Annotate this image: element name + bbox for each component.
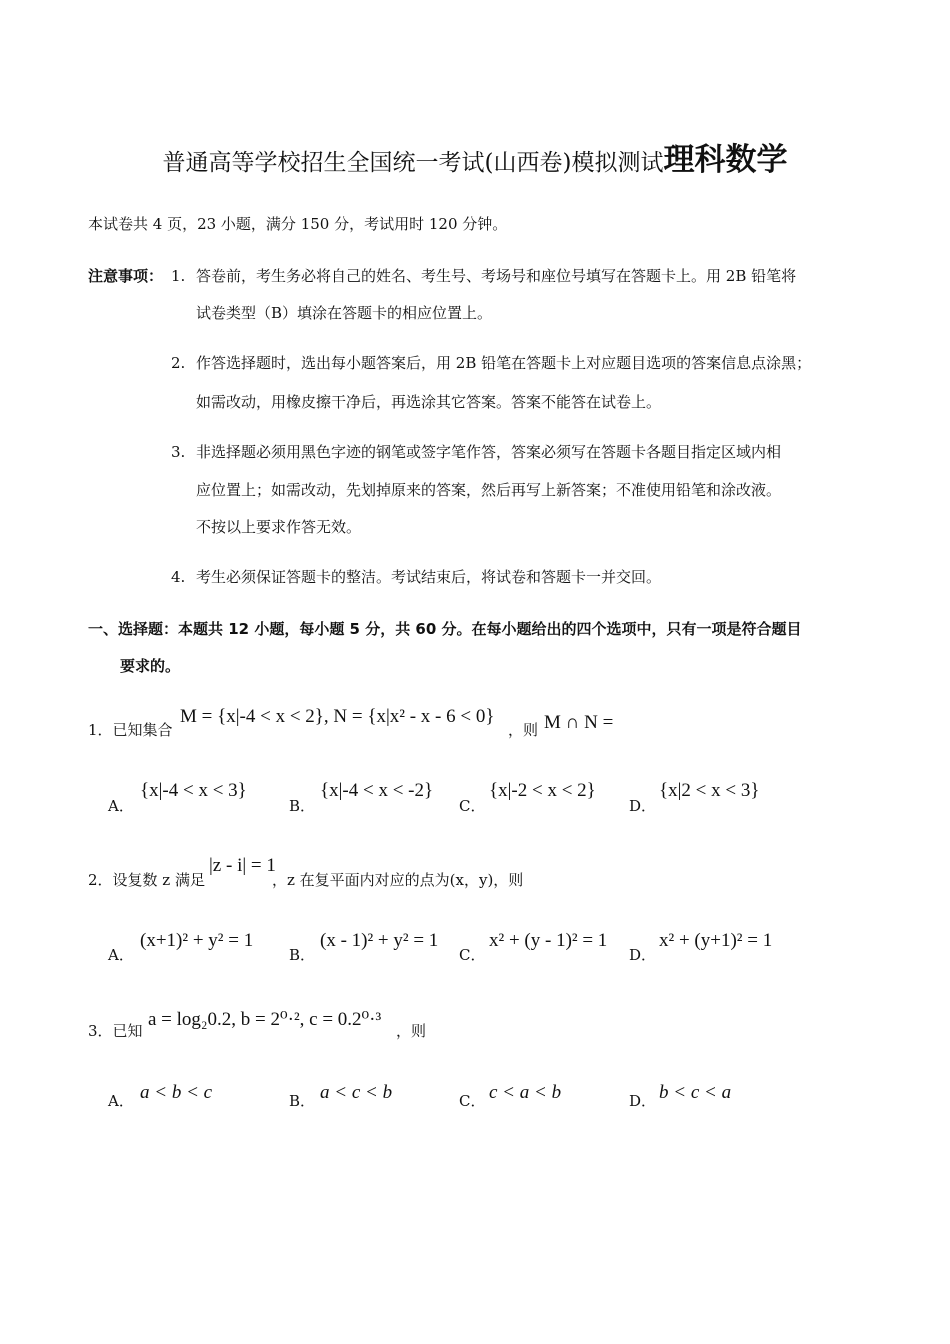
q1-math2: M ∩ N = [544, 712, 614, 733]
note-3-line-2: 应位置上；如需改动，先划掉原来的答案，然后再写上新答案；不准使用铅笔和涂改液。 [196, 481, 782, 499]
section-heading-line-2: 要求的。 [120, 657, 181, 675]
q2-option-d: x² + (y+1)² = 1 [659, 930, 773, 951]
q2-option-a-label: A． [108, 946, 134, 964]
q3-option-b: a < c < b [320, 1082, 393, 1103]
q3-option-a: a < b < c [140, 1082, 213, 1103]
q2-option-b-label: B． [289, 946, 316, 964]
note-1-line-2: 试卷类型（B）填涂在答题卡的相应位置上。 [196, 304, 493, 322]
note-1-line-1: 答卷前，考生务必将自己的姓名、考生号、考场号和座位号填写在答题卡上。用 2B 铅笔将 [196, 267, 797, 285]
subject-title: 理科数学 [663, 142, 788, 178]
q3-option-a-label: A． [108, 1092, 134, 1110]
q1-option-c: {x|‑2 < x < 2} [489, 780, 596, 801]
q2-option-b: (x ‑ 1)² + y² = 1 [320, 930, 439, 951]
q1-option-d: {x|2 < x < 3} [659, 780, 760, 801]
exam-intro: 本试卷共 4 页，23 小题，满分 150 分，考试用时 120 分钟。 [88, 215, 508, 233]
exam-title: 普通高等学校招生全国统一考试(山西卷)模拟测试 [162, 150, 664, 176]
q1-suffix: ，则 [508, 721, 539, 739]
page-title [0, 134, 950, 179]
q2-option-c: x² + (y ‑ 1)² = 1 [489, 930, 608, 951]
q3-math: a = log₂0.2, b = 2⁰·², c = 0.2⁰·³ [148, 1009, 382, 1030]
q1-option-b: {x|‑4 < x < ‑2} [320, 780, 434, 801]
note-1-num: 1. [171, 267, 186, 285]
q1-option-a: {x|‑4 < x < 3} [140, 780, 247, 801]
q3-prefix: 3．已知 [88, 1022, 143, 1040]
q1-option-a-label: A． [108, 797, 134, 815]
q3-option-d: b < c < a [659, 1082, 732, 1103]
note-2-line-2: 如需改动，用橡皮擦干净后，再选涂其它答案。答案不能答在试卷上。 [196, 393, 662, 411]
note-2-num: 2. [171, 354, 186, 372]
section-heading-line-1: 一、选择题：本题共 12 小题，每小题 5 分，共 60 分。在每小题给出的四个选项中，只有一项是符合题目 [88, 620, 802, 638]
q3-option-b-label: B． [289, 1092, 316, 1110]
q3-suffix: ，则 [396, 1022, 427, 1040]
q2-option-d-label: D． [629, 946, 657, 964]
q3-option-c: c < a < b [489, 1082, 562, 1103]
q1-math: M = {x|‑4 < x < 2}, N = {x|x² ‑ x ‑ 6 < 0} [180, 706, 495, 727]
notes-label: 注意事项： [88, 267, 164, 285]
q2-suffix: ，z 在复平面内对应的点为(x，y)，则 [272, 871, 524, 889]
note-4-line-1: 考生必须保证答题卡的整洁。考试结束后，将试卷和答题卡一并交回。 [196, 568, 662, 586]
note-3-line-3: 不按以上要求作答无效。 [196, 518, 362, 536]
q2-prefix: 2．设复数 z 满足 [88, 871, 205, 889]
q1-option-c-label: C． [459, 797, 486, 815]
note-3-line-1: 非选择题必须用黑色字迹的钢笔或签字笔作答，答案必须写在答题卡各题目指定区域内相 [196, 443, 782, 461]
q2-option-a: (x+1)² + y² = 1 [140, 930, 254, 951]
q1-option-d-label: D． [629, 797, 657, 815]
note-2-line-1: 作答选择题时，选出每小题答案后，用 2B 铅笔在答题卡上对应题目选项的答案信息点涂黑； [196, 354, 812, 372]
q2-math: |z ‑ i| = 1 [209, 855, 276, 876]
note-3-num: 3. [171, 443, 186, 461]
q3-option-d-label: D． [629, 1092, 657, 1110]
q1-option-b-label: B． [289, 797, 316, 815]
q1-prefix: 1．已知集合 [88, 721, 173, 739]
q2-option-c-label: C． [459, 946, 486, 964]
note-4-num: 4. [171, 568, 186, 586]
q3-option-c-label: C． [459, 1092, 486, 1110]
